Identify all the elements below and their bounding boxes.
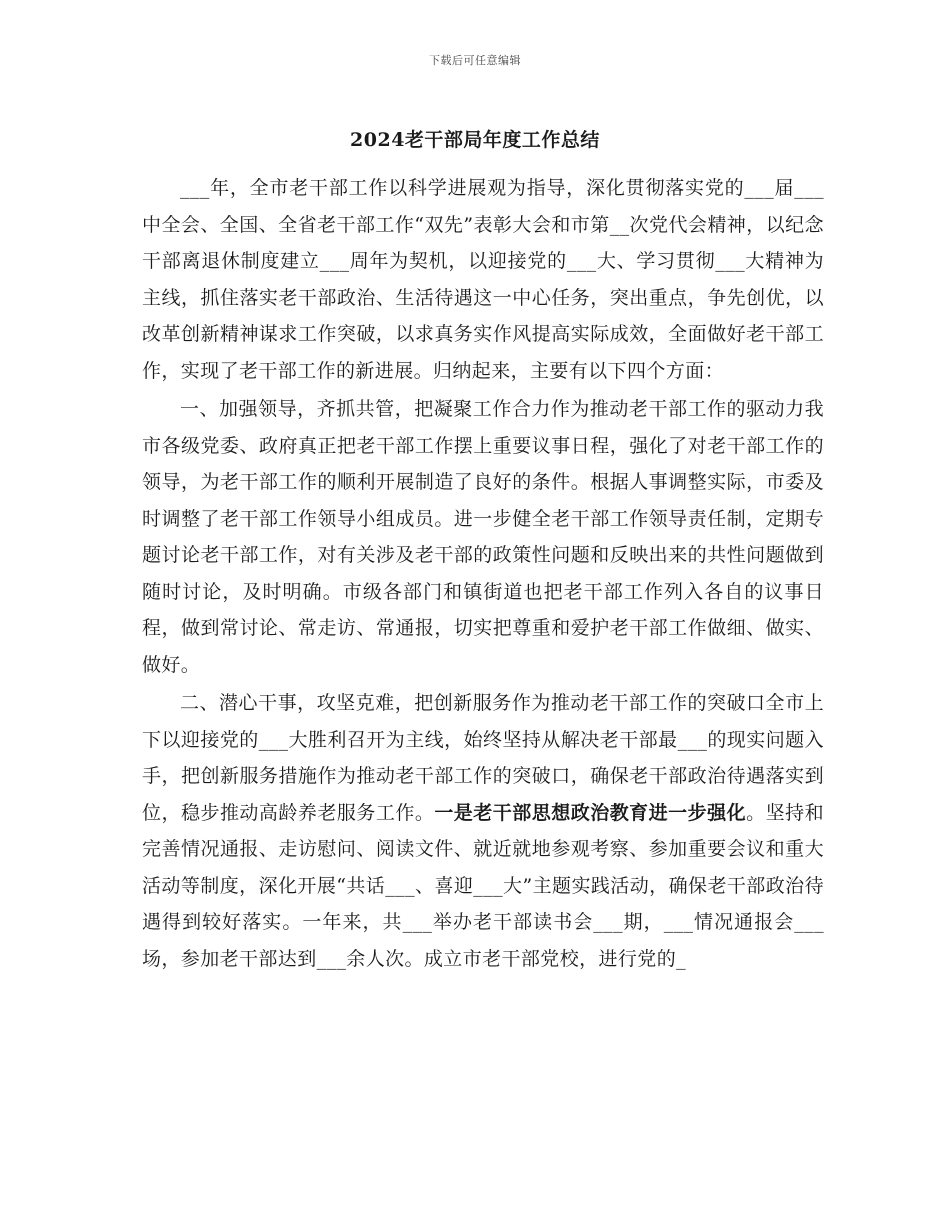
paragraph-section-2-tail: 。坚持和完善情况通报、走访慰问、阅读文件、就近就地参观考察、参加重要会议和重大活动等制度，深化开展“共话___、喜迎___大”主题实践活动，确保老干部政治待遇得到较好落实。一年来，共___举办老干部读书会___期，___情况通报会___场，参加老干部达到___余人次。成立市老干部党校，进行党的_ xyxy=(142,801,824,970)
paragraph-section-2-bold-heading: 一是老干部思想政治教育进一步强化 xyxy=(434,801,747,824)
paragraph-section-2 xyxy=(142,685,824,977)
document-body xyxy=(142,170,824,977)
paragraph-intro: ___年，全市老干部工作以科学进展观为指导，深化贯彻落实党的___届___中全会、全国、全省老干部工作“双先”表彰大会和市第__次党代会精神，以纪念干部离退休制度建立___周年为契机，以迎接党的___大、学习贯彻___大精神为主线，抓住落实老干部政治、生活待遇这一中心任务，突出重点，争先创优，以改革创新精神谋求工作突破，以求真务实作风提高实际成效，全面做好老干部工作，实现了老干部工作的新进展。归纳起来，主要有以下四个方面： xyxy=(142,177,824,382)
paragraph-section-2-lead: 二、潜心干事，攻坚克难，把创新服务作为推动老干部工作的突破口全市上下以迎接党的___大胜利召开为主线，始终坚持从解决老干部最___的现实问题入手，把创新服务措施作为推动老干部工作的突破口，确保老干部政治待遇落实到位，稳步推动高龄养老服务工作。 xyxy=(142,692,824,824)
page-header-note: 下载后可任意编辑 xyxy=(429,54,521,67)
paragraph-section-1: 一、加强领导，齐抓共管，把凝聚工作合力作为推动老干部工作的驱动力我市各级党委、政府真正把老干部工作摆上重要议事日程，强化了对老干部工作的领导，为老干部工作的顺利开展制造了良好的条件。根据人事调整实际，市委及时调整了老干部工作领导小组成员。进一步健全老干部工作领导责任制，定期专题讨论老干部工作，对有关涉及老干部的政策性问题和反映出来的共性问题做到随时讨论，及时明确。市级各部门和镇街道也把老干部工作列入各自的议事日程，做到常讨论、常走访、常通报，切实把尊重和爱护老干部工作做细、做实、做好。 xyxy=(142,398,824,676)
document-title: 2024老干部局年度工作总结 xyxy=(350,129,600,151)
